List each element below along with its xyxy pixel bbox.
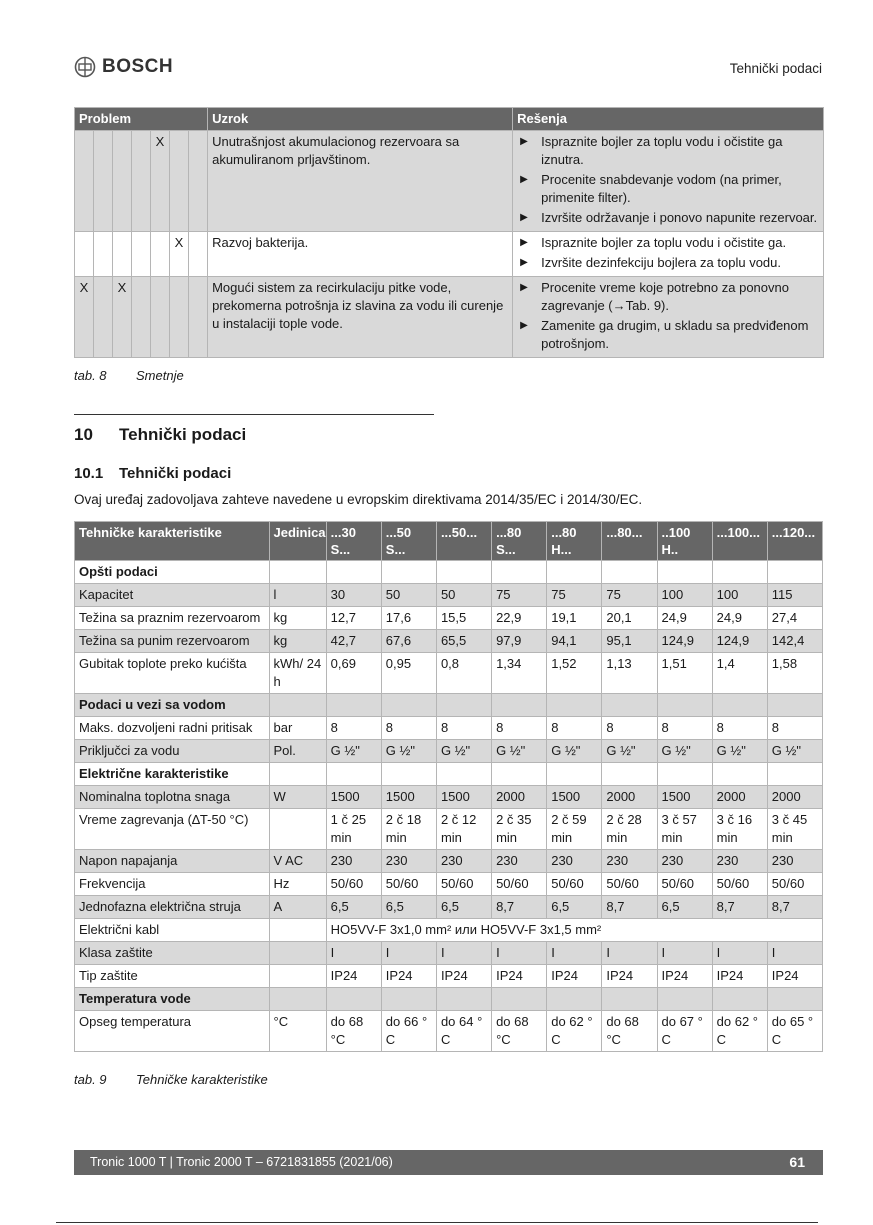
value-cell: G ½" bbox=[767, 740, 822, 763]
table-row bbox=[75, 630, 823, 653]
value-cell: 1500 bbox=[547, 786, 602, 809]
value-cell: 8,7 bbox=[767, 896, 822, 919]
value-cell: 50/60 bbox=[547, 873, 602, 896]
value-cell: 8 bbox=[767, 717, 822, 740]
empty-cell bbox=[547, 988, 602, 1011]
value-cell: 1500 bbox=[326, 786, 381, 809]
empty-cell bbox=[381, 763, 436, 786]
empty-cell bbox=[767, 988, 822, 1011]
value-cell: 6,5 bbox=[381, 896, 436, 919]
column-header: ...80 S... bbox=[492, 522, 547, 561]
unit-cell: bar bbox=[269, 717, 326, 740]
subsection-title: Tehnički podaci bbox=[119, 465, 232, 482]
value-cell: 115 bbox=[767, 584, 822, 607]
subsection-heading bbox=[74, 465, 231, 482]
value-cell: 50/60 bbox=[492, 873, 547, 896]
empty-cell bbox=[712, 694, 767, 717]
value-cell: 20,1 bbox=[602, 607, 657, 630]
value-cell: 0,69 bbox=[326, 653, 381, 694]
row-label: Gubitak toplote preko kućišta bbox=[75, 653, 270, 694]
value-cell: 3 č 57 min bbox=[657, 809, 712, 850]
solution-item: ▶ Ispraznite bojler za toplu vodu i očistite ga. bbox=[517, 234, 819, 252]
table-row bbox=[75, 896, 823, 919]
empty-cell bbox=[326, 561, 381, 584]
empty-cell bbox=[381, 561, 436, 584]
empty-cell bbox=[269, 988, 326, 1011]
problem-mark-cell bbox=[94, 277, 113, 358]
empty-cell bbox=[269, 694, 326, 717]
row-label: Težina sa punim rezervoarom bbox=[75, 630, 270, 653]
table9-caption bbox=[74, 1072, 268, 1087]
value-cell: 230 bbox=[602, 850, 657, 873]
empty-cell bbox=[602, 694, 657, 717]
value-cell: 124,9 bbox=[657, 630, 712, 653]
value-cell: 8,7 bbox=[712, 896, 767, 919]
solution-item: ▶ Ispraznite bojler za toplu vodu i očistite ga iznutra. bbox=[517, 133, 819, 169]
unit-cell: kg bbox=[269, 607, 326, 630]
empty-cell bbox=[326, 988, 381, 1011]
value-cell: 8 bbox=[657, 717, 712, 740]
value-cell: 8 bbox=[492, 717, 547, 740]
table-row bbox=[75, 584, 823, 607]
table-row bbox=[75, 809, 823, 850]
unit-cell: kg bbox=[269, 630, 326, 653]
row-label: Jednofazna električna struja bbox=[75, 896, 270, 919]
empty-cell bbox=[712, 561, 767, 584]
problem-mark-cell bbox=[189, 277, 208, 358]
column-header: Tehničke karakteristike bbox=[75, 522, 270, 561]
value-cell: IP24 bbox=[767, 965, 822, 988]
problem-header: Problem bbox=[75, 108, 208, 131]
value-cell: 50/60 bbox=[436, 873, 491, 896]
value-cell: do 64 ° C bbox=[436, 1011, 491, 1052]
value-cell: 230 bbox=[657, 850, 712, 873]
column-header: ...30 S... bbox=[326, 522, 381, 561]
bosch-logo bbox=[74, 56, 173, 78]
cause-cell: Unutrašnjost akumulacionog rezervoara sa akumuliranom prljavštinom. bbox=[208, 131, 513, 232]
value-cell: 50 bbox=[381, 584, 436, 607]
value-cell: 50/60 bbox=[657, 873, 712, 896]
value-cell: 75 bbox=[492, 584, 547, 607]
value-cell: do 62 ° C bbox=[547, 1011, 602, 1052]
column-header: ...80 H... bbox=[547, 522, 602, 561]
value-cell: I bbox=[381, 942, 436, 965]
value-cell: 1500 bbox=[657, 786, 712, 809]
row-label: Tip zaštite bbox=[75, 965, 270, 988]
caption-number: tab. 8 bbox=[74, 368, 107, 383]
brand-name: BOSCH bbox=[102, 56, 174, 77]
value-cell: G ½" bbox=[436, 740, 491, 763]
value-cell: 230 bbox=[547, 850, 602, 873]
empty-cell bbox=[326, 763, 381, 786]
value-cell: 2000 bbox=[712, 786, 767, 809]
column-header: ...80... bbox=[602, 522, 657, 561]
empty-cell bbox=[436, 763, 491, 786]
row-label: Električni kabl bbox=[75, 919, 270, 942]
technical-data-table bbox=[74, 521, 823, 1052]
solution-item: ▶ Procenite snabdevanje vodom (na primer, primenite filter). bbox=[517, 171, 819, 207]
empty-cell bbox=[712, 763, 767, 786]
value-cell: 75 bbox=[547, 584, 602, 607]
value-cell: 1500 bbox=[381, 786, 436, 809]
value-cell: do 62 ° C bbox=[712, 1011, 767, 1052]
problem-mark-cell: X bbox=[151, 131, 170, 232]
row-label: Težina sa praznim rezervoarom bbox=[75, 607, 270, 630]
cause-cell: Razvoj bakterija. bbox=[208, 232, 513, 277]
table-row bbox=[75, 873, 823, 896]
section-number: 10 bbox=[74, 425, 93, 444]
value-cell: 0,8 bbox=[436, 653, 491, 694]
row-label: Nominalna toplotna snaga bbox=[75, 786, 270, 809]
empty-cell bbox=[381, 988, 436, 1011]
value-cell: G ½" bbox=[657, 740, 712, 763]
problem-mark-cell bbox=[132, 131, 151, 232]
caption-number: tab. 9 bbox=[74, 1072, 107, 1087]
caption-text: Tehničke karakteristike bbox=[136, 1072, 268, 1087]
value-cell: 50/60 bbox=[712, 873, 767, 896]
empty-cell bbox=[602, 988, 657, 1011]
value-cell: I bbox=[436, 942, 491, 965]
empty-cell bbox=[381, 694, 436, 717]
value-cell: 8 bbox=[547, 717, 602, 740]
problem-mark-cell bbox=[75, 232, 94, 277]
value-cell: 100 bbox=[712, 584, 767, 607]
value-cell: I bbox=[657, 942, 712, 965]
value-cell: 42,7 bbox=[326, 630, 381, 653]
table-row bbox=[75, 607, 823, 630]
value-cell: 50/60 bbox=[602, 873, 657, 896]
value-cell: 230 bbox=[712, 850, 767, 873]
value-cell: G ½" bbox=[326, 740, 381, 763]
value-cell: 230 bbox=[436, 850, 491, 873]
empty-cell bbox=[767, 763, 822, 786]
column-header: ...50 S... bbox=[381, 522, 436, 561]
problem-mark-cell bbox=[170, 131, 189, 232]
empty-cell bbox=[326, 694, 381, 717]
empty-cell bbox=[767, 561, 822, 584]
value-cell: 2 č 28 min bbox=[602, 809, 657, 850]
value-cell: 50/60 bbox=[381, 873, 436, 896]
problem-mark-cell bbox=[151, 277, 170, 358]
cause-cell: Mogući sistem za recirkulaciju pitke vode, prekomerna potrošnja iz slavina za vodu ili curenje u instalaciji tople vode. bbox=[208, 277, 513, 358]
row-label: Opseg temperatura bbox=[75, 1011, 270, 1052]
table-row bbox=[75, 965, 823, 988]
value-cell: 3 č 45 min bbox=[767, 809, 822, 850]
empty-cell bbox=[436, 694, 491, 717]
unit-cell: l bbox=[269, 584, 326, 607]
value-cell: G ½" bbox=[381, 740, 436, 763]
empty-cell bbox=[492, 694, 547, 717]
page-header bbox=[0, 0, 873, 100]
value-cell: do 68 °C bbox=[326, 1011, 381, 1052]
unit-cell: Pol. bbox=[269, 740, 326, 763]
subsection-number: 10.1 bbox=[74, 465, 104, 482]
unit-cell: A bbox=[269, 896, 326, 919]
table-row bbox=[75, 850, 823, 873]
value-cell: 8 bbox=[436, 717, 491, 740]
value-cell: G ½" bbox=[712, 740, 767, 763]
footer-document-id: Tronic 1000 T | Tronic 2000 T – 6721831855 (2021/06) bbox=[90, 1155, 393, 1169]
empty-cell bbox=[492, 561, 547, 584]
unit-cell bbox=[269, 942, 326, 965]
empty-cell bbox=[657, 763, 712, 786]
unit-cell bbox=[269, 809, 326, 850]
column-header: Jedinica bbox=[269, 522, 326, 561]
value-cell: 94,1 bbox=[547, 630, 602, 653]
value-cell: 50 bbox=[436, 584, 491, 607]
value-cell: do 68 °C bbox=[602, 1011, 657, 1052]
empty-cell bbox=[712, 988, 767, 1011]
problem-mark-cell bbox=[151, 232, 170, 277]
value-cell: I bbox=[767, 942, 822, 965]
empty-cell bbox=[657, 694, 712, 717]
problem-mark-cell: X bbox=[170, 232, 189, 277]
value-cell: 2 č 12 min bbox=[436, 809, 491, 850]
value-cell: 8 bbox=[602, 717, 657, 740]
column-header: ...50... bbox=[436, 522, 491, 561]
solution-item: ▶ Procenite vreme koje potrebno za ponovno zagrevanje (→Tab. 9). bbox=[517, 279, 819, 315]
value-cell: 1500 bbox=[436, 786, 491, 809]
problem-mark-cell bbox=[132, 277, 151, 358]
header-section-title: Tehnički podaci bbox=[729, 61, 822, 76]
value-cell: do 65 ° C bbox=[767, 1011, 822, 1052]
empty-cell bbox=[492, 763, 547, 786]
table-row bbox=[75, 232, 824, 277]
row-label: Maks. dozvoljeni radni pritisak bbox=[75, 717, 270, 740]
value-cell: I bbox=[326, 942, 381, 965]
value-cell: 50/60 bbox=[767, 873, 822, 896]
caption-text: Smetnje bbox=[136, 368, 184, 383]
value-cell: 50/60 bbox=[326, 873, 381, 896]
value-cell: 22,9 bbox=[492, 607, 547, 630]
value-cell: 8 bbox=[712, 717, 767, 740]
empty-cell bbox=[269, 763, 326, 786]
problem-mark-cell bbox=[132, 232, 151, 277]
column-header: ...120... bbox=[767, 522, 822, 561]
value-cell: 17,6 bbox=[381, 607, 436, 630]
value-cell: IP24 bbox=[602, 965, 657, 988]
solution-list bbox=[517, 234, 819, 272]
empty-cell bbox=[547, 561, 602, 584]
value-cell: 1,4 bbox=[712, 653, 767, 694]
value-cell: do 66 ° C bbox=[381, 1011, 436, 1052]
table8-caption bbox=[74, 368, 184, 383]
row-label: Električne karakteristike bbox=[75, 763, 270, 786]
empty-cell bbox=[492, 988, 547, 1011]
value-cell: I bbox=[602, 942, 657, 965]
value-cell: 24,9 bbox=[712, 607, 767, 630]
intro-paragraph: Ovaj uređaj zadovoljava zahteve navedene u evropskim direktivama 2014/35/EC i 2014/30/EC. bbox=[74, 492, 643, 507]
value-cell: 1,34 bbox=[492, 653, 547, 694]
column-header: ...100... bbox=[712, 522, 767, 561]
empty-cell bbox=[436, 988, 491, 1011]
row-label: Vreme zagrevanja (∆T-50 °C) bbox=[75, 809, 270, 850]
value-cell: do 68 °C bbox=[492, 1011, 547, 1052]
value-cell: 6,5 bbox=[657, 896, 712, 919]
problem-mark-cell bbox=[189, 232, 208, 277]
table-row bbox=[75, 919, 823, 942]
value-cell: IP24 bbox=[436, 965, 491, 988]
value-cell: 6,5 bbox=[547, 896, 602, 919]
unit-cell bbox=[269, 965, 326, 988]
value-cell: 2000 bbox=[492, 786, 547, 809]
empty-cell bbox=[657, 561, 712, 584]
problem-mark-cell bbox=[113, 232, 132, 277]
value-cell: 230 bbox=[381, 850, 436, 873]
solution-item: ▶ Izvršite dezinfekciju bojlera za toplu vodu. bbox=[517, 254, 819, 272]
value-cell: 1 č 25 min bbox=[326, 809, 381, 850]
row-label: Opšti podaci bbox=[75, 561, 270, 584]
table-row bbox=[75, 942, 823, 965]
value-cell: 19,1 bbox=[547, 607, 602, 630]
section-heading bbox=[74, 425, 246, 445]
value-cell: do 67 ° C bbox=[657, 1011, 712, 1052]
problem-mark-cell: X bbox=[113, 277, 132, 358]
solution-header: Rešenja bbox=[513, 108, 824, 131]
unit-cell bbox=[269, 919, 326, 942]
solution-cell bbox=[513, 131, 824, 232]
value-cell: 65,5 bbox=[436, 630, 491, 653]
value-cell: 95,1 bbox=[602, 630, 657, 653]
table-row bbox=[75, 717, 823, 740]
problem-mark-cell bbox=[94, 131, 113, 232]
empty-cell bbox=[767, 694, 822, 717]
page-number: 61 bbox=[789, 1154, 805, 1170]
value-cell: 8,7 bbox=[602, 896, 657, 919]
value-cell: 1,51 bbox=[657, 653, 712, 694]
section-row bbox=[75, 694, 823, 717]
problem-mark-cell bbox=[170, 277, 189, 358]
value-cell: 230 bbox=[326, 850, 381, 873]
table-row bbox=[75, 786, 823, 809]
unit-cell: W bbox=[269, 786, 326, 809]
table-row bbox=[75, 277, 824, 358]
value-cell: 27,4 bbox=[767, 607, 822, 630]
value-cell: 67,6 bbox=[381, 630, 436, 653]
bosch-armature-icon bbox=[74, 56, 96, 78]
value-cell: IP24 bbox=[381, 965, 436, 988]
problem-mark-cell bbox=[113, 131, 132, 232]
spanned-value-cell: HO5VV-F 3x1,0 mm² или HO5VV-F 3x1,5 mm² bbox=[326, 919, 822, 942]
solution-item: ▶ Zamenite ga drugim, u skladu sa predviđenom potrošnjom. bbox=[517, 317, 819, 353]
value-cell: G ½" bbox=[602, 740, 657, 763]
value-cell: I bbox=[712, 942, 767, 965]
value-cell: 230 bbox=[767, 850, 822, 873]
value-cell: 2 č 35 min bbox=[492, 809, 547, 850]
value-cell: 100 bbox=[657, 584, 712, 607]
section-rule bbox=[74, 414, 434, 415]
empty-cell bbox=[602, 561, 657, 584]
empty-cell bbox=[547, 763, 602, 786]
problem-mark-cell bbox=[189, 131, 208, 232]
value-cell: 1,58 bbox=[767, 653, 822, 694]
value-cell: 8 bbox=[381, 717, 436, 740]
row-label: Napon napajanja bbox=[75, 850, 270, 873]
value-cell: 2000 bbox=[602, 786, 657, 809]
value-cell: I bbox=[492, 942, 547, 965]
value-cell: 8 bbox=[326, 717, 381, 740]
value-cell: G ½" bbox=[547, 740, 602, 763]
row-label: Klasa zaštite bbox=[75, 942, 270, 965]
section-row bbox=[75, 988, 823, 1011]
empty-cell bbox=[547, 694, 602, 717]
value-cell: IP24 bbox=[712, 965, 767, 988]
unit-cell: kWh/ 24 h bbox=[269, 653, 326, 694]
row-label: Kapacitet bbox=[75, 584, 270, 607]
value-cell: 97,9 bbox=[492, 630, 547, 653]
value-cell: 230 bbox=[492, 850, 547, 873]
value-cell: 142,4 bbox=[767, 630, 822, 653]
value-cell: I bbox=[547, 942, 602, 965]
value-cell: 2000 bbox=[767, 786, 822, 809]
section-row bbox=[75, 763, 823, 786]
value-cell: 3 č 16 min bbox=[712, 809, 767, 850]
value-cell: 124,9 bbox=[712, 630, 767, 653]
row-label: Priključci za vodu bbox=[75, 740, 270, 763]
value-cell: IP24 bbox=[492, 965, 547, 988]
section-row bbox=[75, 561, 823, 584]
value-cell: 6,5 bbox=[326, 896, 381, 919]
solution-item: ▶ Izvršite održavanje i ponovo napunite rezervoar. bbox=[517, 209, 819, 227]
empty-cell bbox=[436, 561, 491, 584]
value-cell: IP24 bbox=[657, 965, 712, 988]
value-cell: 75 bbox=[602, 584, 657, 607]
row-label: Podaci u vezi sa vodom bbox=[75, 694, 270, 717]
table-row bbox=[75, 131, 824, 232]
value-cell: 12,7 bbox=[326, 607, 381, 630]
problem-mark-cell bbox=[94, 232, 113, 277]
solution-cell bbox=[513, 277, 824, 358]
value-cell: IP24 bbox=[547, 965, 602, 988]
value-cell: 2 č 18 min bbox=[381, 809, 436, 850]
row-label: Frekvencija bbox=[75, 873, 270, 896]
table-row bbox=[75, 740, 823, 763]
column-header: ..100 H.. bbox=[657, 522, 712, 561]
value-cell: G ½" bbox=[492, 740, 547, 763]
problem-mark-cell: X bbox=[75, 277, 94, 358]
value-cell: 8,7 bbox=[492, 896, 547, 919]
cause-header: Uzrok bbox=[208, 108, 513, 131]
table-row bbox=[75, 1011, 823, 1052]
section-title: Tehnički podaci bbox=[119, 425, 247, 444]
problem-mark-cell bbox=[75, 131, 94, 232]
value-cell: 15,5 bbox=[436, 607, 491, 630]
empty-cell bbox=[269, 561, 326, 584]
solution-list bbox=[517, 279, 819, 353]
empty-cell bbox=[602, 763, 657, 786]
empty-cell bbox=[657, 988, 712, 1011]
value-cell: 2 č 59 min bbox=[547, 809, 602, 850]
row-label: Temperatura vode bbox=[75, 988, 270, 1011]
value-cell: 0,95 bbox=[381, 653, 436, 694]
solution-list bbox=[517, 133, 819, 227]
value-cell: 1,52 bbox=[547, 653, 602, 694]
unit-cell: Hz bbox=[269, 873, 326, 896]
value-cell: 24,9 bbox=[657, 607, 712, 630]
unit-cell: V AC bbox=[269, 850, 326, 873]
unit-cell: °C bbox=[269, 1011, 326, 1052]
value-cell: 6,5 bbox=[436, 896, 491, 919]
value-cell: IP24 bbox=[326, 965, 381, 988]
value-cell: 30 bbox=[326, 584, 381, 607]
troubleshooting-table bbox=[74, 107, 824, 358]
solution-cell bbox=[513, 232, 824, 277]
page-footer bbox=[74, 1150, 823, 1175]
bottom-rule bbox=[56, 1222, 818, 1223]
value-cell: 1,13 bbox=[602, 653, 657, 694]
table-row bbox=[75, 653, 823, 694]
